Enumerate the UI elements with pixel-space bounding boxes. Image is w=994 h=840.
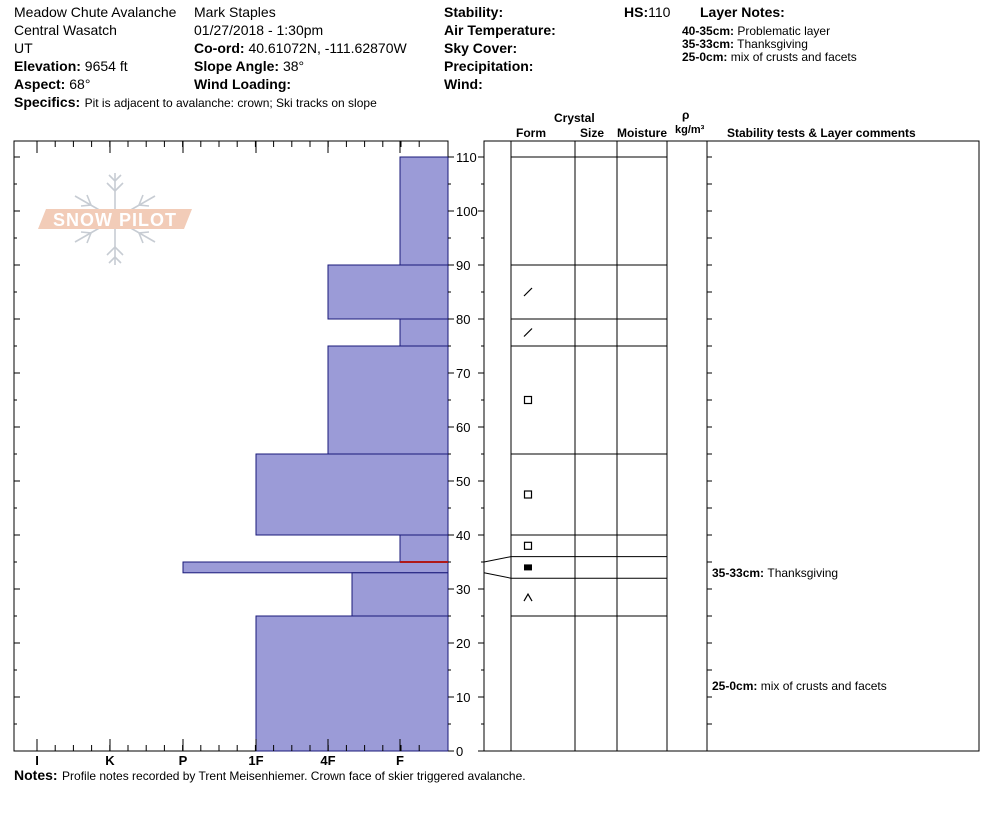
y-tick-label: 40 — [456, 528, 471, 543]
layer-note-range: 40-35cm: — [682, 24, 735, 38]
layer-note-text: Problematic layer — [737, 24, 831, 38]
size-header: Size — [580, 126, 605, 140]
stability-tests-header: Stability tests & Layer comments — [727, 126, 916, 140]
y-tick-label: 30 — [456, 582, 471, 597]
y-tick-label: 90 — [456, 258, 471, 273]
hs-label: HS: — [624, 4, 649, 20]
observation-datetime: 01/27/2018 - 1:30pm — [194, 22, 324, 38]
hardness-category-label: I — [35, 753, 39, 768]
hardness-bar — [256, 616, 448, 751]
profile-notes — [14, 767, 526, 785]
hardness-category-label: P — [178, 753, 188, 768]
faceted-crystal-symbol — [525, 397, 532, 404]
y-tick-label: 110 — [456, 150, 477, 165]
notes-value: Profile notes recorded by Trent Meisenhiemer. Crown face of skier triggered avalanche. — [62, 769, 526, 783]
sky-cover-label: Sky Cover: — [444, 40, 518, 56]
state: UT — [14, 40, 33, 56]
layer-comment: 35-33cm: Thanksgiving — [712, 565, 839, 580]
density-symbol: ρ — [682, 108, 690, 122]
y-tick-label: 50 — [456, 474, 471, 489]
layer-connector — [484, 557, 511, 562]
y-tick-label: 10 — [456, 690, 471, 705]
hardness-bar — [328, 346, 448, 454]
layer-note-range: 35-33cm: — [682, 37, 735, 51]
specifics-label: Specifics: — [14, 94, 81, 110]
observer-name: Mark Staples — [194, 4, 276, 20]
layer-table-frame — [484, 141, 979, 751]
hardness-category-label: 1F — [248, 753, 264, 768]
moisture-header: Moisture — [617, 126, 668, 140]
form-header: Form — [516, 126, 546, 140]
y-tick-label: 0 — [456, 744, 464, 759]
snowpilot-logo — [38, 173, 192, 265]
hardness-category-label: 4F — [320, 753, 336, 768]
stability-label: Stability: — [444, 4, 504, 20]
hardness-bar — [256, 454, 448, 535]
hardness-bar — [400, 319, 448, 346]
notes-label: Notes: — [14, 767, 58, 783]
wind-label: Wind: — [444, 76, 483, 92]
aspect-value: 68° — [69, 76, 91, 92]
y-tick-label: 20 — [456, 636, 471, 651]
layer-connector — [484, 573, 511, 578]
mixed-faceted-symbol — [524, 564, 532, 570]
elevation-label: Elevation: — [14, 58, 81, 74]
hardness-bar — [352, 573, 448, 616]
coord-label: Co-ord: — [194, 40, 245, 56]
layer-note-text: mix of crusts and facets — [730, 50, 857, 64]
coord-value: 40.61072N, -111.62870W — [248, 40, 407, 56]
precipitation-label: Precipitation: — [444, 58, 534, 74]
mountain-range: Central Wasatch — [14, 22, 117, 38]
decomposing-fragments-symbol — [524, 329, 532, 337]
layer-notes-title: Layer Notes: — [700, 4, 785, 20]
layer-note-range: 25-0cm: — [682, 50, 728, 64]
specifics-value: Pit is adjacent to avalanche: crown; Ski tracks on slope — [84, 96, 377, 110]
depth-hoar-symbol — [524, 594, 532, 601]
wind-loading-label: Wind Loading: — [194, 76, 292, 92]
y-tick-label: 70 — [456, 366, 471, 381]
crystal-header: Crystal — [554, 111, 595, 125]
hardness-category-label: F — [396, 753, 404, 768]
aspect-label: Aspect: — [14, 76, 66, 92]
slope-value: 38° — [282, 58, 305, 74]
location-name: Meadow Chute Avalanche — [14, 4, 177, 20]
faceted-crystal-symbol — [525, 491, 532, 498]
y-tick-label: 60 — [456, 420, 471, 435]
layer-note-text: Thanksgiving — [737, 37, 808, 51]
hardness-category-label: K — [105, 753, 115, 768]
faceted-crystal-symbol — [525, 542, 532, 549]
snowpilot-logo-text: SNOW PILOT — [53, 210, 177, 230]
hs-value: 110 — [648, 4, 671, 20]
air-temperature-label: Air Temperature: — [444, 22, 556, 38]
y-tick-label: 100 — [456, 204, 478, 219]
decomposing-fragments-symbol — [524, 288, 532, 296]
y-tick-label: 80 — [456, 312, 471, 327]
hardness-bar — [183, 562, 448, 573]
hardness-bar — [400, 157, 448, 265]
layer-comment: 25-0cm: mix of crusts and facets — [712, 679, 887, 694]
hardness-bar — [328, 265, 448, 319]
slope-label: Slope Angle: — [194, 58, 280, 74]
hardness-bar — [400, 535, 448, 562]
elevation-value: 9654 ft — [84, 58, 128, 74]
density-unit: kg/m³ — [675, 124, 705, 136]
